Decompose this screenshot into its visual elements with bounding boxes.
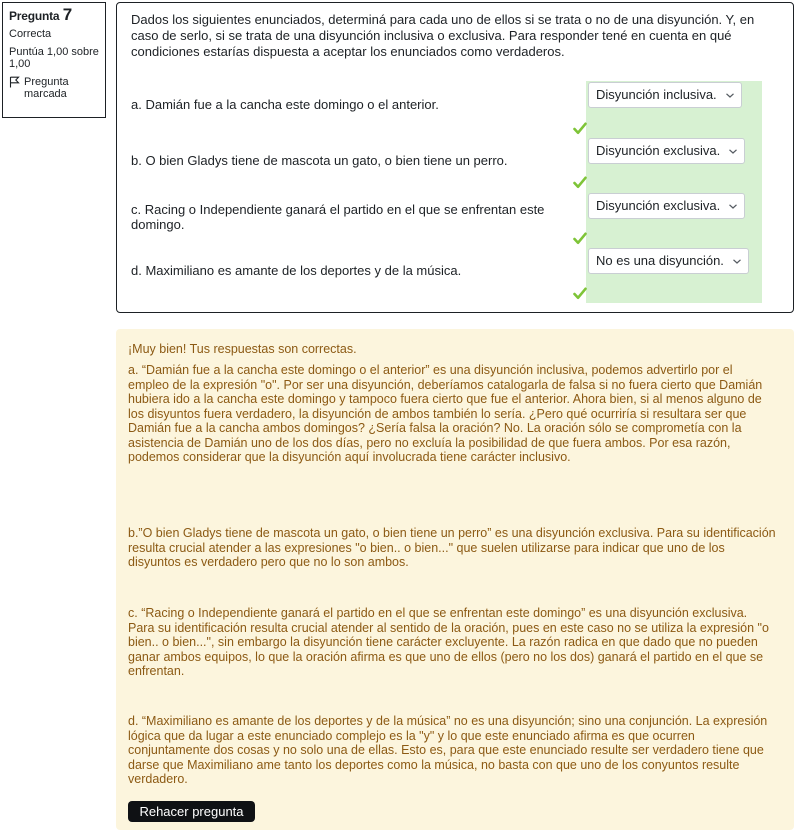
statement-a: a. Damián fue a la cancha este domingo o el anterior. <box>131 97 439 112</box>
question-prompt: Dados los siguientes enunciados, determiná para cada uno de ellos si se trata o no de una disyunción. Y, en caso de serlo, si se trata de una disyunción inclusiva o exclusiva. Para responder tené en cuenta en qué condiciones estarías dispuesta a aceptar los enunciados como verdaderos. <box>131 12 755 59</box>
answer-select-d[interactable] <box>588 248 749 274</box>
flag-label: Pregunta marcada <box>24 76 69 100</box>
checkmark-icon <box>573 176 587 189</box>
chevron-down-icon <box>728 148 738 155</box>
feedback-explanation-a: a. “Damián fue a la cancha este domingo o el anterior” es una disyunción inclusiva, podemos advertirlo por el empleo de la expresión "o". Por ser una disyunción, deberíamos catalogarla de falsa si no fuera cierto que Damián hubiera ido a la cancha este domingo y tampoco fuera cierto que fue el anterior. Ahora bien, si al menos alguno de los disyuntos fuera verdadero, la disyunción de ambos también lo sería. ¿Pero qué ocurriría si resultara ser que Damián fue a la cancha ambos domingos? ¿Sería falsa la oración? No. La oración sólo se comprometía con la asistencia de Damián uno de los dos días, pero no excluía la posibilidad de que fuera ambos. Por esa razón, podemos considerar que la disyunción aquí involucrada tiene carácter inclusivo. <box>128 363 763 464</box>
feedback-explanation-c: c. “Racing o Independiente ganará el partido en el que se enfrentan este domingo” es una disyunción exclusiva. Para su identificación resulta crucial atender al sentido de la oración, pues en este caso no se utiliza la expresión "o bien.. o bien...", sin embargo la disyunción tiene carácter excluyente. La razón radica en que dado que no pueden ganar ambos equipos, lo que la oración afirma es que uno de ellos (pero no los dos) ganará el partido en el que se enfrentan. <box>128 606 769 678</box>
question-label: Pregunta <box>9 9 60 23</box>
answer-select-a-value: Disyunción inclusiva. <box>596 87 717 102</box>
checkmark-icon <box>573 287 587 300</box>
checkmark-icon <box>573 232 587 245</box>
answer-select-c[interactable] <box>588 193 745 219</box>
question-content <box>116 2 794 313</box>
statement-b: b. O bien Gladys tiene de mascota un gato, o bien tiene un perro. <box>131 153 508 168</box>
question-number: 7 <box>62 5 73 24</box>
question-number-line <box>9 5 101 24</box>
redo-question-button[interactable]: Rehacer pregunta <box>128 801 255 822</box>
feedback-explanation-d: d. “Maximiliano es amante de los deportes y de la música” no es una disyunción; sino una conjunción. La expresión lógica que da lugar a este enunciado complejo es la "y" y lo que este enunciado afirma es que ocurren conjuntamente dos cosas y no solo una de ellas. Esto es, para que este enunciado resulte ser verdadero tiene que darse que Maximiliano ame tanto los deportes como la música, no basta con que uno de los conyuntos resulte verdadero. <box>128 714 768 786</box>
statement-c: c. Racing o Independiente ganará el partido en el que se enfrentan este domingo. <box>131 202 545 232</box>
flag-icon <box>9 76 21 100</box>
statement-d: d. Maximiliano es amante de los deportes y de la música. <box>131 263 462 278</box>
answer-select-a[interactable] <box>588 82 742 108</box>
question-grade: Puntúa 1,00 sobre 1,00 <box>9 46 99 70</box>
chevron-down-icon <box>728 203 738 210</box>
feedback-explanation-b: b.”O bien Gladys tiene de mascota un gato, o bien tiene un perro” es una disyunción exclusiva. Para su identificación resulta crucial atender a las expresiones "o bien.. o bien..." que suelen utilizarse para indicar que uno de los disyuntos es verdadero pero que no lo son ambos. <box>128 526 776 569</box>
chevron-down-icon <box>732 258 742 265</box>
checkmark-icon <box>573 122 587 135</box>
answer-select-b-value: Disyunción exclusiva. <box>596 143 721 158</box>
feedback-summary: ¡Muy bien! Tus respuestas son correctas. <box>128 342 357 356</box>
question-state: Correcta <box>9 28 52 40</box>
answer-select-c-value: Disyunción exclusiva. <box>596 198 721 213</box>
answer-select-b[interactable] <box>588 138 745 164</box>
chevron-down-icon <box>725 92 735 99</box>
question-info-panel <box>2 2 106 118</box>
feedback-panel <box>116 329 794 830</box>
answer-select-d-value: No es una disyunción. <box>596 253 724 268</box>
flag-question-toggle[interactable] <box>9 76 101 100</box>
